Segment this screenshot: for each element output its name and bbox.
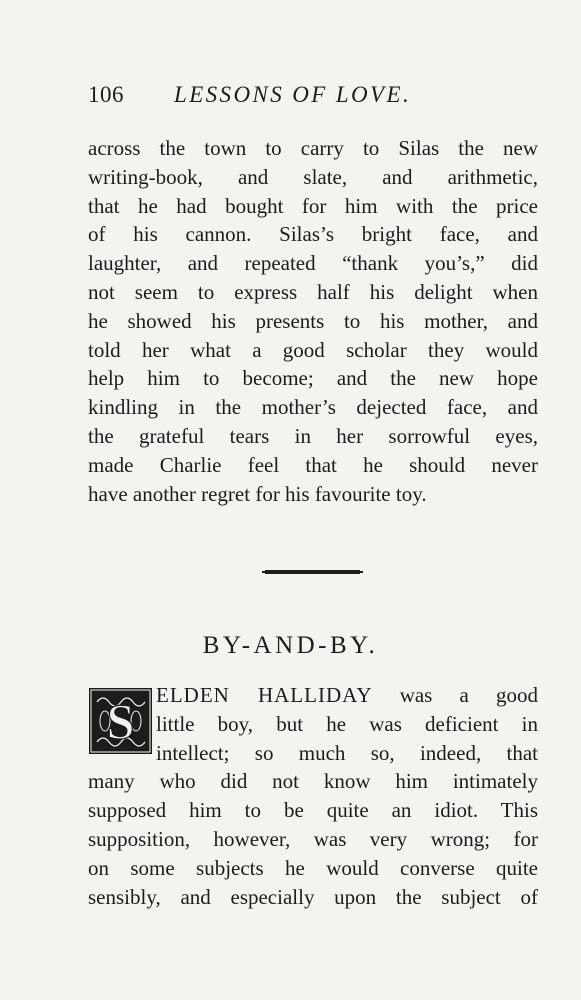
page-number: 106	[88, 82, 124, 107]
text-line: writing-book, and slate, and arithmetic,	[88, 164, 538, 189]
text-line: of his cannon. Silas’s bright face, and	[88, 222, 538, 247]
text-line: not seem to express half his delight when	[88, 279, 538, 304]
text-line: on some subjects he would converse quite	[88, 855, 538, 880]
text-line: made Charlie feel that he should never	[88, 452, 538, 477]
drop-cap-letter: S	[106, 693, 135, 749]
text-line: help him to become; and the new hope	[88, 366, 538, 391]
running-header	[88, 82, 538, 116]
text-line: many who did not know him intimately	[88, 769, 538, 794]
opening-small-caps: ELDEN HALLIDAY	[156, 683, 373, 707]
text-line: he showed his presents to his mother, and	[88, 308, 538, 333]
text-line: supposition, however, was very wrong; for	[88, 826, 538, 851]
text-line: that he had bought for him with the price	[88, 193, 538, 218]
section-divider	[265, 570, 360, 574]
text-line: have another regret for his favourite toy.	[88, 481, 427, 506]
text-line: laughter, and repeated “thank you’s,” did	[88, 251, 538, 276]
text-line: the grateful tears in her sorrowful eyes,	[88, 423, 538, 448]
section-title: BY-AND-BY.	[202, 632, 379, 659]
text-line: kindling in the mother’s dejected face, and	[88, 395, 538, 420]
paragraph-continued	[88, 134, 538, 508]
running-title: LESSONS OF LOVE.	[174, 82, 412, 107]
text-line: sensibly, and especially upon the subject of	[88, 884, 538, 909]
text-line	[88, 681, 538, 710]
text-line: told her what a good scholar they would	[88, 337, 538, 362]
text-line: intellect; so much so, indeed, that	[156, 740, 538, 765]
text-line: supposed him to be quite an idiot. This	[88, 798, 538, 823]
text-line: little boy, but he was deficient in	[156, 711, 538, 736]
paragraph-opening	[88, 681, 538, 911]
opening-line-rest: was a good	[372, 683, 538, 707]
text-line: across the town to carry to Silas the new	[88, 136, 538, 160]
